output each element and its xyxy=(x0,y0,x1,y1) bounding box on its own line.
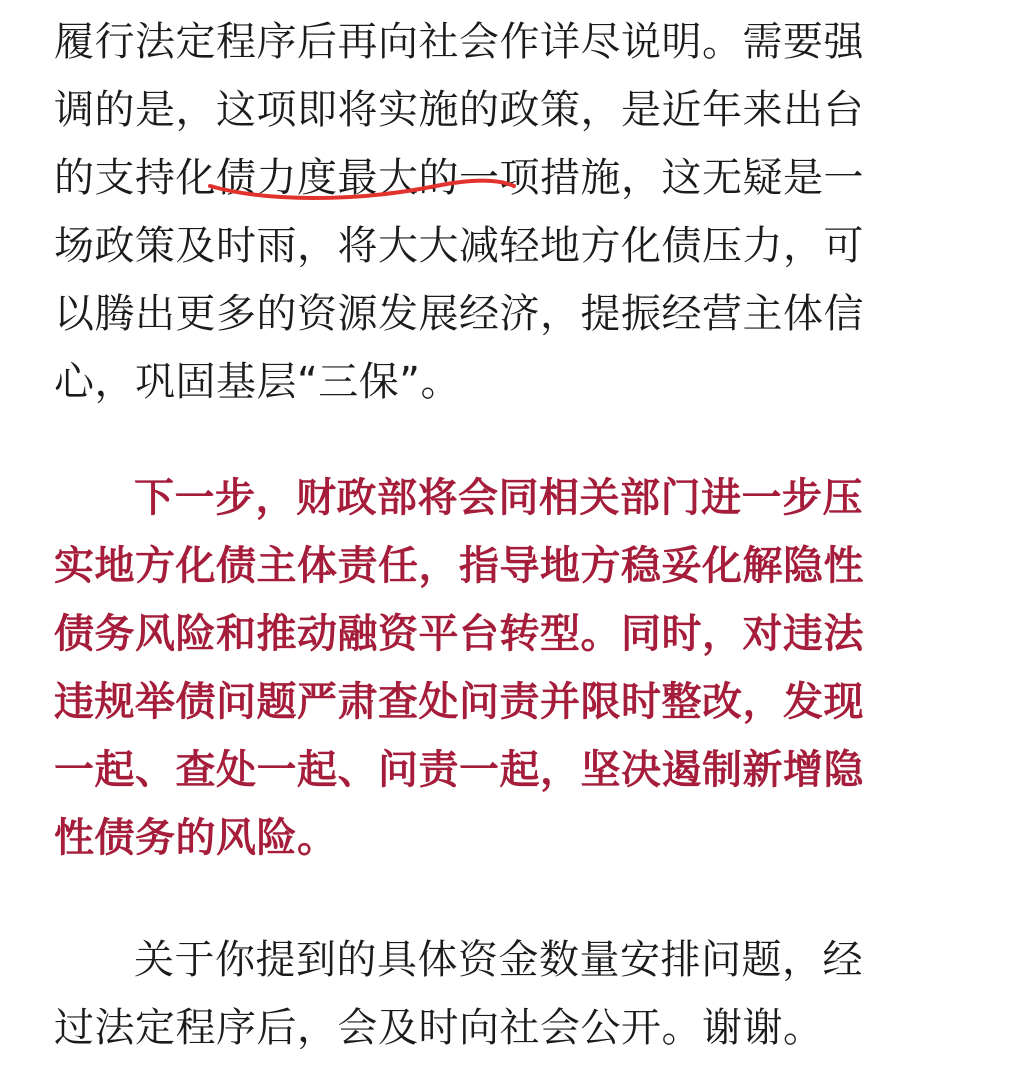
paragraph-1-line: 以腾出更多的资源发展经济，提振经营主体信 xyxy=(54,291,864,337)
paragraph-3-line: 关于你提到的具体资金数量安排问题，经 xyxy=(134,937,863,983)
paragraph-3 xyxy=(54,926,970,1062)
paragraph-3-line: 过法定程序后，会及时向社会公开。谢谢。 xyxy=(54,1005,824,1051)
paragraph-2-line: 一起、查处一起、问责一起，坚决遏制新增隐 xyxy=(54,747,864,793)
paragraph-2-line: 实地方化债主体责任，指导地方稳妥化解隐性 xyxy=(54,543,864,589)
paragraph-2-highlight xyxy=(54,464,970,872)
paragraph-1-line: 心，巩固基层“三保”。 xyxy=(54,359,461,405)
paragraph-2-line: 违规举债问题严肃查处问责并限时整改，发现 xyxy=(54,679,864,725)
paragraph-1-line: 调的是，这项即将实施的政策，是近年来出台 xyxy=(54,87,864,133)
paragraph-1-line: 的支持化债力度最大的一项措施，这无疑是一 xyxy=(54,155,864,201)
paragraph-2-line: 下一步，财政部将会同相关部门进一步压 xyxy=(134,475,863,521)
paragraph-2-line: 债务风险和推动融资平台转型。同时，对违法 xyxy=(54,611,864,657)
paragraph-2-line: 性债务的风险。 xyxy=(54,815,338,861)
paragraph-1-line: 场政策及时雨，将大大减轻地方化债压力，可 xyxy=(54,223,864,269)
paragraph-1 xyxy=(54,8,970,416)
paragraph-1-line: 履行法定程序后再向社会作详尽说明。需要强 xyxy=(54,19,864,65)
